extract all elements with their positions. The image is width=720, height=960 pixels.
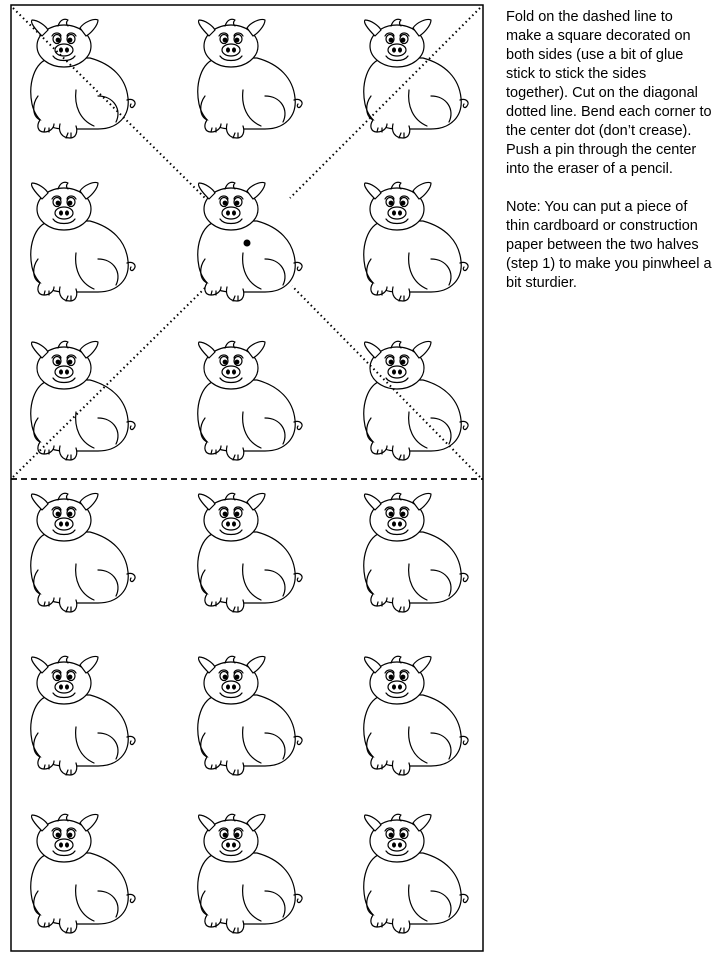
pig-icon [31, 19, 135, 138]
pig-icon [31, 656, 135, 775]
pig-icon [364, 341, 468, 460]
center-dot [244, 240, 251, 247]
instructions-note: Note: You can put a piece of thin cardboard or construction paper between the two halves (step 1) to make you pinwheel a bit sturdier. [506, 199, 712, 291]
pig-icon [198, 814, 302, 933]
pig-icon [364, 814, 468, 933]
pig-icon [31, 493, 135, 612]
pig-icon [31, 814, 135, 933]
instructions-steps: Fold on the dashed line to make a square decorated on both sides (use a bit of glue stick to stick the sides together). Cut on the diagonal dotted line. Bend each corner to the center dot (don’t crease). Push a pin through the center into the eraser of a pencil. [506, 9, 712, 177]
template-border [11, 5, 483, 951]
pig-icon [198, 656, 302, 775]
pig-icon [198, 341, 302, 460]
pig-icon [31, 341, 135, 460]
pig-icon [364, 656, 468, 775]
instructions-panel [506, 8, 712, 293]
pig-icon [364, 182, 468, 301]
pig-illustration-grid [31, 19, 468, 933]
pig-icon [364, 493, 468, 612]
pig-icon [198, 493, 302, 612]
pig-icon [31, 182, 135, 301]
pig-icon [364, 19, 468, 138]
pig-icon [198, 19, 302, 138]
